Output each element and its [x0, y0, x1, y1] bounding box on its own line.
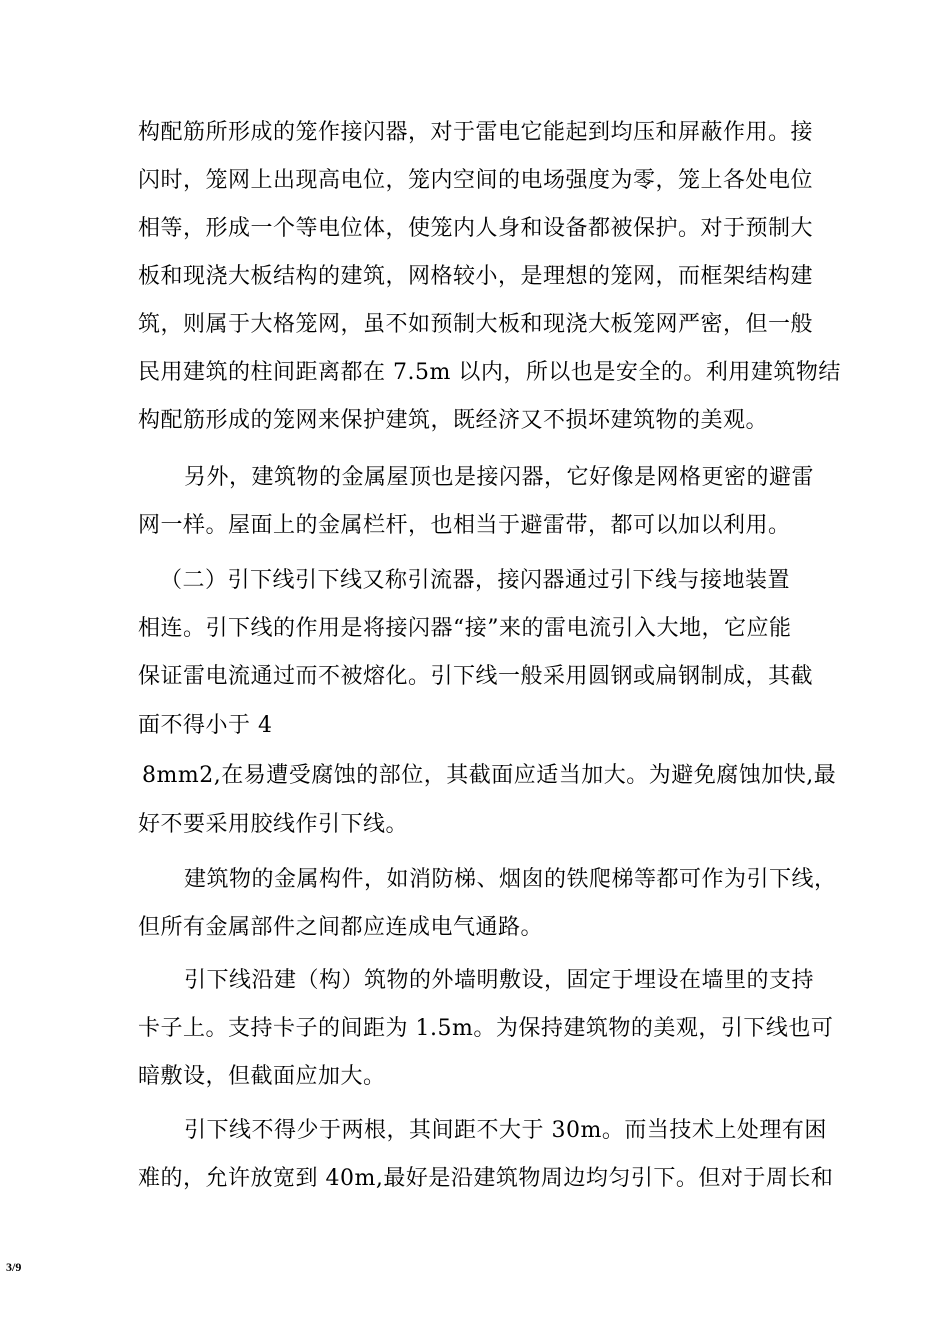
text-line: 相等，形成一个等电位体，使笼内人身和设备都被保护。对于预制大 — [138, 216, 814, 241]
text-line: 引下线不得少于两根，其间距不大于 30m。而当技术上处理有困 — [184, 1118, 827, 1143]
text-line: 板和现浇大板结构的建筑，网格较小，是理想的笼网，而框架结构建 — [138, 264, 814, 289]
text-line: 网一样。屋面上的金属栏杆，也相当于避雷带，都可以加以利用。 — [138, 513, 791, 538]
text-line: 构配筋形成的笼网来保护建筑，既经济又不损坏建筑物的美观。 — [138, 408, 769, 433]
page-number: 3/9 — [6, 1260, 22, 1274]
text-line: 保证雷电流通过而不被熔化。引下线一般采用圆钢或扁钢制成，其截 — [138, 664, 814, 689]
text-line: 难的，允许放宽到 40m,最好是沿建筑物周边均匀引下。但对于周长和 — [138, 1166, 834, 1191]
text-line: 筑，则属于大格笼网，虽不如预制大板和现浇大板笼网严密，但一般 — [138, 312, 814, 337]
text-line: 引下线沿建（构）筑物的外墙明敷设，固定于埋设在墙里的支持 — [184, 968, 815, 993]
text-line: 建筑物的金属构件，如消防梯、烟囱的铁爬梯等都可作为引下线， — [184, 867, 837, 892]
text-line: （二）引下线引下线又称引流器，接闪器通过引下线与接地装置 — [160, 568, 791, 593]
text-line: 好不要采用胶线作引下线。 — [138, 812, 409, 837]
text-line: 构配筋所形成的笼作接闪器，对于雷电它能起到均压和屏蔽作用。接 — [138, 120, 814, 145]
text-line: 闪时，笼网上出现高电位，笼内空间的电场强度为零，笼上各处电位 — [138, 168, 814, 193]
text-line: 民用建筑的柱间距离都在 7.5m 以内，所以也是安全的。利用建筑物结 — [138, 360, 841, 385]
text-line: 面不得小于 4 — [138, 713, 273, 738]
text-line: 8mm2,在易遭受腐蚀的部位，其截面应适当加大。为避免腐蚀加快,最 — [142, 763, 837, 788]
text-line: 卡子上。支持卡子的间距为 1.5m。为保持建筑物的美观，引下线也可 — [138, 1016, 834, 1041]
text-line: 暗敷设，但截面应加大。 — [138, 1064, 386, 1089]
text-line: 但所有金属部件之间都应连成电气通路。 — [138, 915, 544, 940]
text-line: 相连。引下线的作用是将接闪器“接”来的雷电流引入大地，它应能 — [138, 616, 792, 641]
text-line: 另外，建筑物的金属屋顶也是接闪器，它好像是网格更密的避雷 — [184, 465, 815, 490]
